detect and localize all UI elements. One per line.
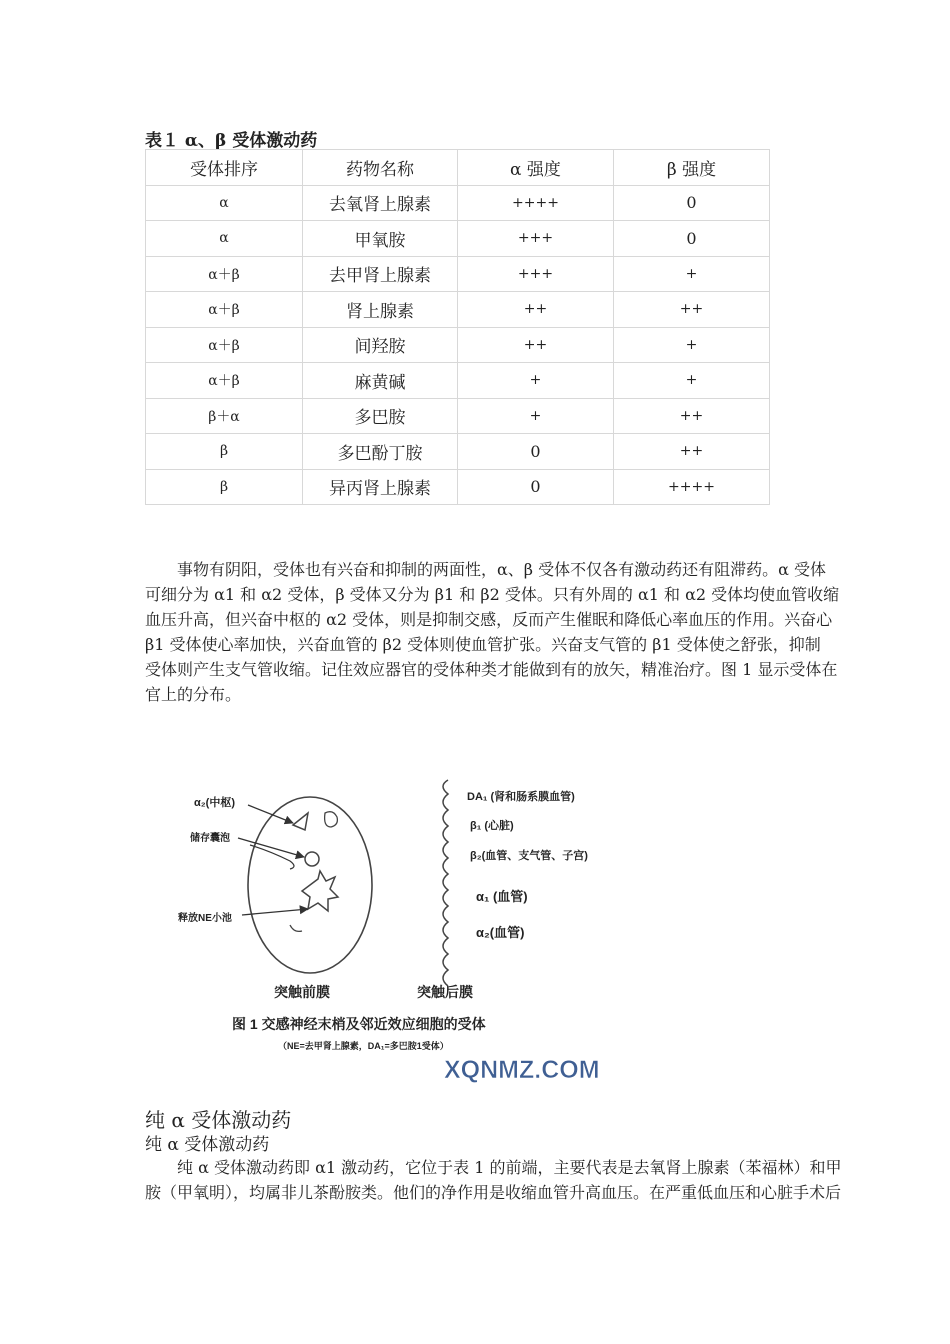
body-paragraph-receptors [145,557,950,707]
receptor-order-cell: α＋β [146,256,303,292]
column-header: 药物名称 [303,150,458,186]
drug-name-cell: 多巴酚丁胺 [303,434,458,470]
beta-strength-cell: 0 [614,221,770,257]
column-header: 受体排序 [146,150,303,186]
beta-strength-cell: 0 [614,185,770,221]
beta-strength-cell: + [614,256,770,292]
drug-name-cell: 肾上腺素 [303,292,458,328]
synapse-receptor-figure [160,775,620,1085]
release-ne-pool-label: 释放NE小池 [178,913,232,924]
table-row [146,398,770,434]
receptor-order-cell: α [146,185,303,221]
section-heading: 纯 α 受体激动药 [145,1108,292,1132]
drug-name-cell: 去甲肾上腺素 [303,256,458,292]
beta-strength-cell: ++ [614,434,770,470]
alpha-strength-cell: ++ [458,327,614,363]
paragraph-line: 血压升高，但兴奋中枢的 α2 受体，则是抑制交感，反而产生催眠和降低心率血压的作用。兴奋心 [145,610,833,629]
table-row [146,185,770,221]
postsynaptic-membrane-shape [443,780,448,986]
receptor-order-cell: α＋β [146,292,303,328]
receptor-order-cell: α＋β [146,327,303,363]
vesicle-blob-icon [325,812,338,827]
receptor-label-beta1: β₁ (心脏) [470,820,514,832]
beta-strength-cell: + [614,327,770,363]
beta-strength-cell: ++++ [614,469,770,505]
paragraph-line: β1 受体使心率加快，兴奋血管的 β2 受体则使血管扩张。兴奋支气管的 β1 受体使之舒张，抑制 [145,635,821,654]
receptor-label-alpha1: α₁ (血管) [476,889,528,904]
column-header: β 强度 [614,150,770,186]
table-row [146,221,770,257]
beta-strength-cell: + [614,363,770,399]
body-paragraph-pure-alpha [145,1155,950,1205]
alpha2-center-label: α₂(中枢) [194,797,235,809]
drug-name-cell: 甲氧胺 [303,221,458,257]
receptor-order-cell: α [146,221,303,257]
drug-name-cell: 间羟胺 [303,327,458,363]
drug-name-cell: 异丙肾上腺素 [303,469,458,505]
subsection-heading: 纯 α 受体激动药 [145,1135,270,1155]
alpha-strength-cell: ++++ [458,185,614,221]
paragraph-line: 事物有阴阳，受体也有兴奋和抑制的两面性，α、β 受体不仅各有激动药还有阻滞药。α 受体 [177,560,827,579]
table-row [146,256,770,292]
drug-name-cell: 去氧肾上腺素 [303,185,458,221]
column-header: α 强度 [458,150,614,186]
alpha2-receptor-icon [293,813,308,830]
drug-name-cell: 多巴胺 [303,398,458,434]
figure-note: （NE=去甲肾上腺素，DA₁=多巴胺1受体） [278,1041,449,1051]
storage-vesicle-label: 储存囊泡 [190,833,230,844]
table-title: 表１ α、β 受体激动药 [145,131,318,151]
postsynaptic-membrane-label: 突触后膜 [417,984,473,1000]
receptor-order-cell: β [146,469,303,505]
receptor-order-cell: β＋α [146,398,303,434]
paragraph-line: 官上的分布。 [145,685,242,704]
beta-strength-cell: ++ [614,398,770,434]
table-row [146,363,770,399]
receptor-order-cell: α＋β [146,363,303,399]
figure-caption: 图 1 交感神经末梢及邻近效应细胞的受体 [232,1016,486,1032]
table-row [146,292,770,328]
paragraph-line: 受体则产生支气管收缩。记住效应器官的受体种类才能做到有的放矢，精准治疗。图 1 显示受体在 [145,660,838,679]
paragraph-line: 胺（甲氧明），均属非儿茶酚胺类。他们的净作用是收缩血管升高血压。在严重低血压和心脏手术后 [145,1183,842,1202]
alpha-strength-cell: + [458,398,614,434]
receptor-agonist-table [145,149,770,505]
receptor-label-alpha2: α₂(血管) [476,925,525,940]
table-row [146,469,770,505]
storage-vesicle-icon [305,852,319,866]
alpha-strength-cell: 0 [458,434,614,470]
beta-strength-cell: ++ [614,292,770,328]
paragraph-line: 可细分为 α1 和 α2 受体，β 受体又分为 β1 和 β2 受体。只有外周的 α1 和 α2 受体均使血管收缩 [145,585,840,604]
drug-name-cell: 麻黄碱 [303,363,458,399]
presynaptic-membrane-label: 突触前膜 [274,984,330,1000]
table-row [146,434,770,470]
table-row [146,327,770,363]
receptor-order-cell: β [146,434,303,470]
alpha-strength-cell: +++ [458,221,614,257]
alpha-strength-cell: +++ [458,256,614,292]
watermark-logo: XQNMZ.COM [444,1056,600,1084]
table-header-row [146,150,770,186]
alpha-strength-cell: ++ [458,292,614,328]
ne-release-pool-icon [302,871,338,911]
alpha-strength-cell: 0 [458,469,614,505]
alpha-strength-cell: + [458,363,614,399]
receptor-label-da1: DA₁ (肾和肠系膜血管) [467,791,575,803]
receptor-label-beta2: β₂(血管、支气管、子宫) [470,850,588,862]
paragraph-line: 纯 α 受体激动药即 α1 激动药，它位于表 1 的前端，主要代表是去氧肾上腺素（苯福林）和甲 [177,1158,842,1177]
